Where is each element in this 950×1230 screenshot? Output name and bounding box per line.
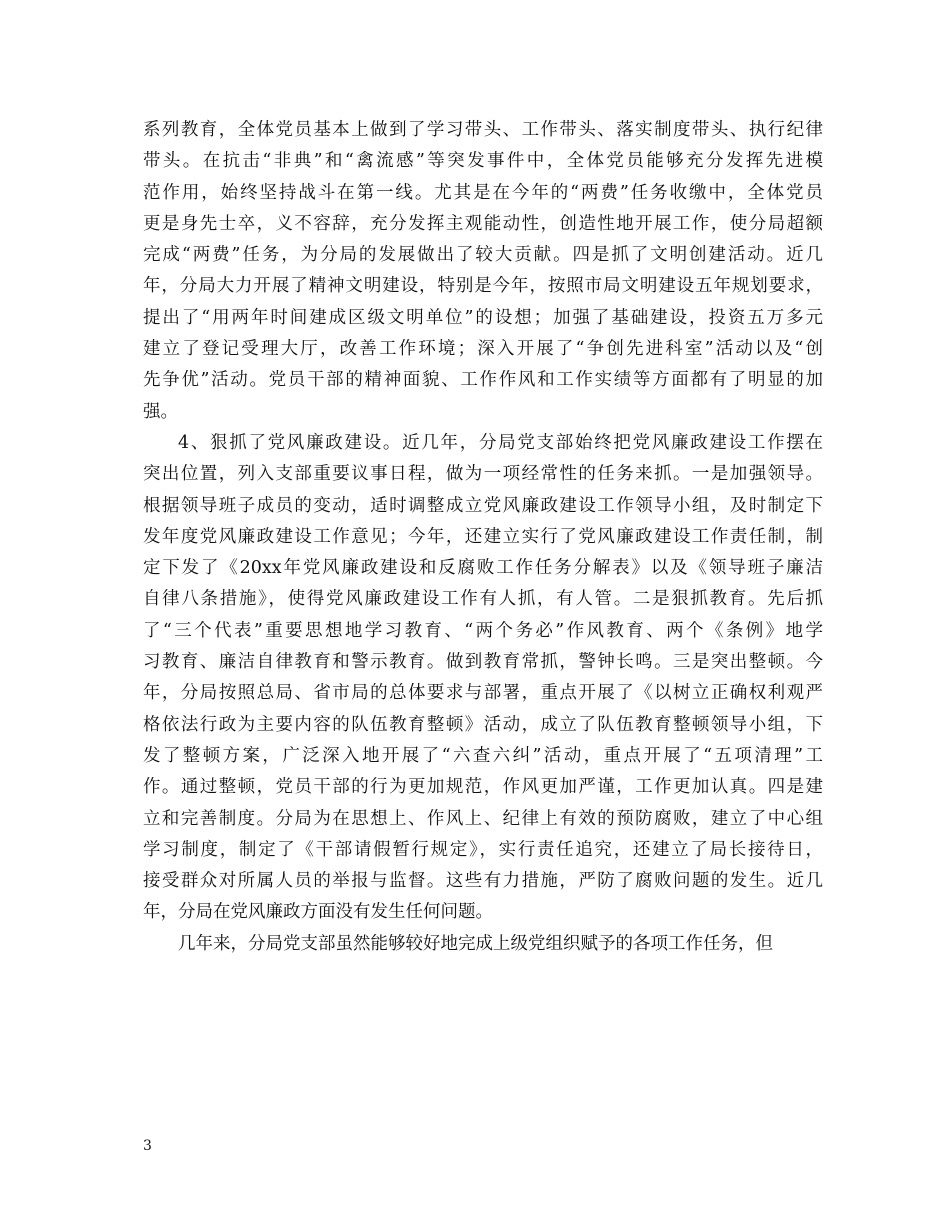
text-line: 格依法行政为主要内容的队伍教育整顿》活动，成立了队伍教育整顿领导小组，下 [143, 714, 823, 735]
text-line: 发了整顿方案，广泛深入地开展了“六查六纠”活动，重点开展了“五项清理”工 [143, 745, 823, 766]
text-line: 提出了“用两年时间建成区级文明单位”的设想；加强了基础建设，投资五万多元 [143, 307, 823, 328]
text-line: 定下发了《20xx年党风廉政建设和反腐败工作任务分解表》以及《领导班子廉洁 [143, 558, 823, 579]
text-line: 几年来，分局党支部虽然能够较好地完成上级党组织赋予的各项工作任务，但 [178, 933, 773, 954]
text-line: 年，分局按照总局、省市局的总体要求与部署，重点开展了《以树立正确权利观严 [143, 683, 823, 704]
text-line: 立和完善制度。分局为在思想上、作风上、纪律上有效的预防腐败，建立了中心组 [143, 808, 823, 829]
paragraph [143, 115, 823, 428]
text-line: 学习制度，制定了《干部请假暂行规定》，实行责任追究，还建立了局长接待日， [143, 839, 823, 860]
text-line: 突出位置，列入支部重要议事日程，做为一项经常性的任务来抓。一是加强领导。 [143, 464, 823, 485]
text-line: 完成“两费”任务，为分局的发展做出了较大贡献。四是抓了文明创建活动。近几 [143, 245, 823, 266]
text-line: 建立了登记受理大厅，改善工作环境；深入开展了“争创先进科室”活动以及“创 [143, 339, 823, 360]
text-line: 了“三个代表”重要思想地学习教育、“两个务必”作风教育、两个《条例》地学 [143, 620, 823, 641]
text-line: 根据领导班子成员的变动，适时调整成立党风廉政建设工作领导小组，及时制定下 [143, 495, 823, 516]
text-line: 作。通过整顿，党员干部的行为更加规范，作风更加严谨，工作更加认真。四是建 [143, 777, 823, 798]
text-line: 4、狠抓了党风廉政建设。近几年，分局党支部始终把党风廉政建设工作摆在 [178, 432, 823, 453]
paragraph [143, 929, 823, 960]
text-line: 年，分局在党风廉政方面没有发生任何问题。 [143, 902, 493, 923]
text-line: 强。 [143, 401, 178, 422]
text-line: 系列教育，全体党员基本上做到了学习带头、工作带头、落实制度带头、执行纪律 [143, 120, 823, 140]
paragraph [143, 428, 823, 929]
text-line: 更是身先士卒，义不容辞，充分发挥主观能动性，创造性地开展工作，使分局超额 [143, 213, 823, 234]
text-line: 发年度党风廉政建设工作意见；今年，还建立实行了党风廉政建设工作责任制，制 [143, 526, 823, 547]
body-text [143, 115, 823, 960]
text-line: 自律八条措施》，使得党风廉政建设工作有人抓，有人管。二是狠抓教育。先后抓 [143, 589, 823, 610]
text-line: 接受群众对所属人员的举报与监督。这些有力措施，严防了腐败问题的发生。近几 [143, 871, 823, 892]
page-number: 3 [143, 1138, 152, 1154]
text-line: 带头。在抗击“非典”和“禽流感”等突发事件中，全体党员能够充分发挥先进模 [143, 151, 823, 172]
text-line: 先争优”活动。党员干部的精神面貌、工作作风和工作实绩等方面都有了明显的加 [143, 370, 823, 391]
text-line: 范作用，始终坚持战斗在第一线。尤其是在今年的“两费”任务收缴中，全体党员 [143, 182, 823, 203]
text-line: 习教育、廉洁自律教育和警示教育。做到教育常抓，警钟长鸣。三是突出整顿。今 [143, 652, 823, 673]
text-line: 年，分局大力开展了精神文明建设，特别是今年，按照市局文明建设五年规划要求， [143, 276, 823, 297]
